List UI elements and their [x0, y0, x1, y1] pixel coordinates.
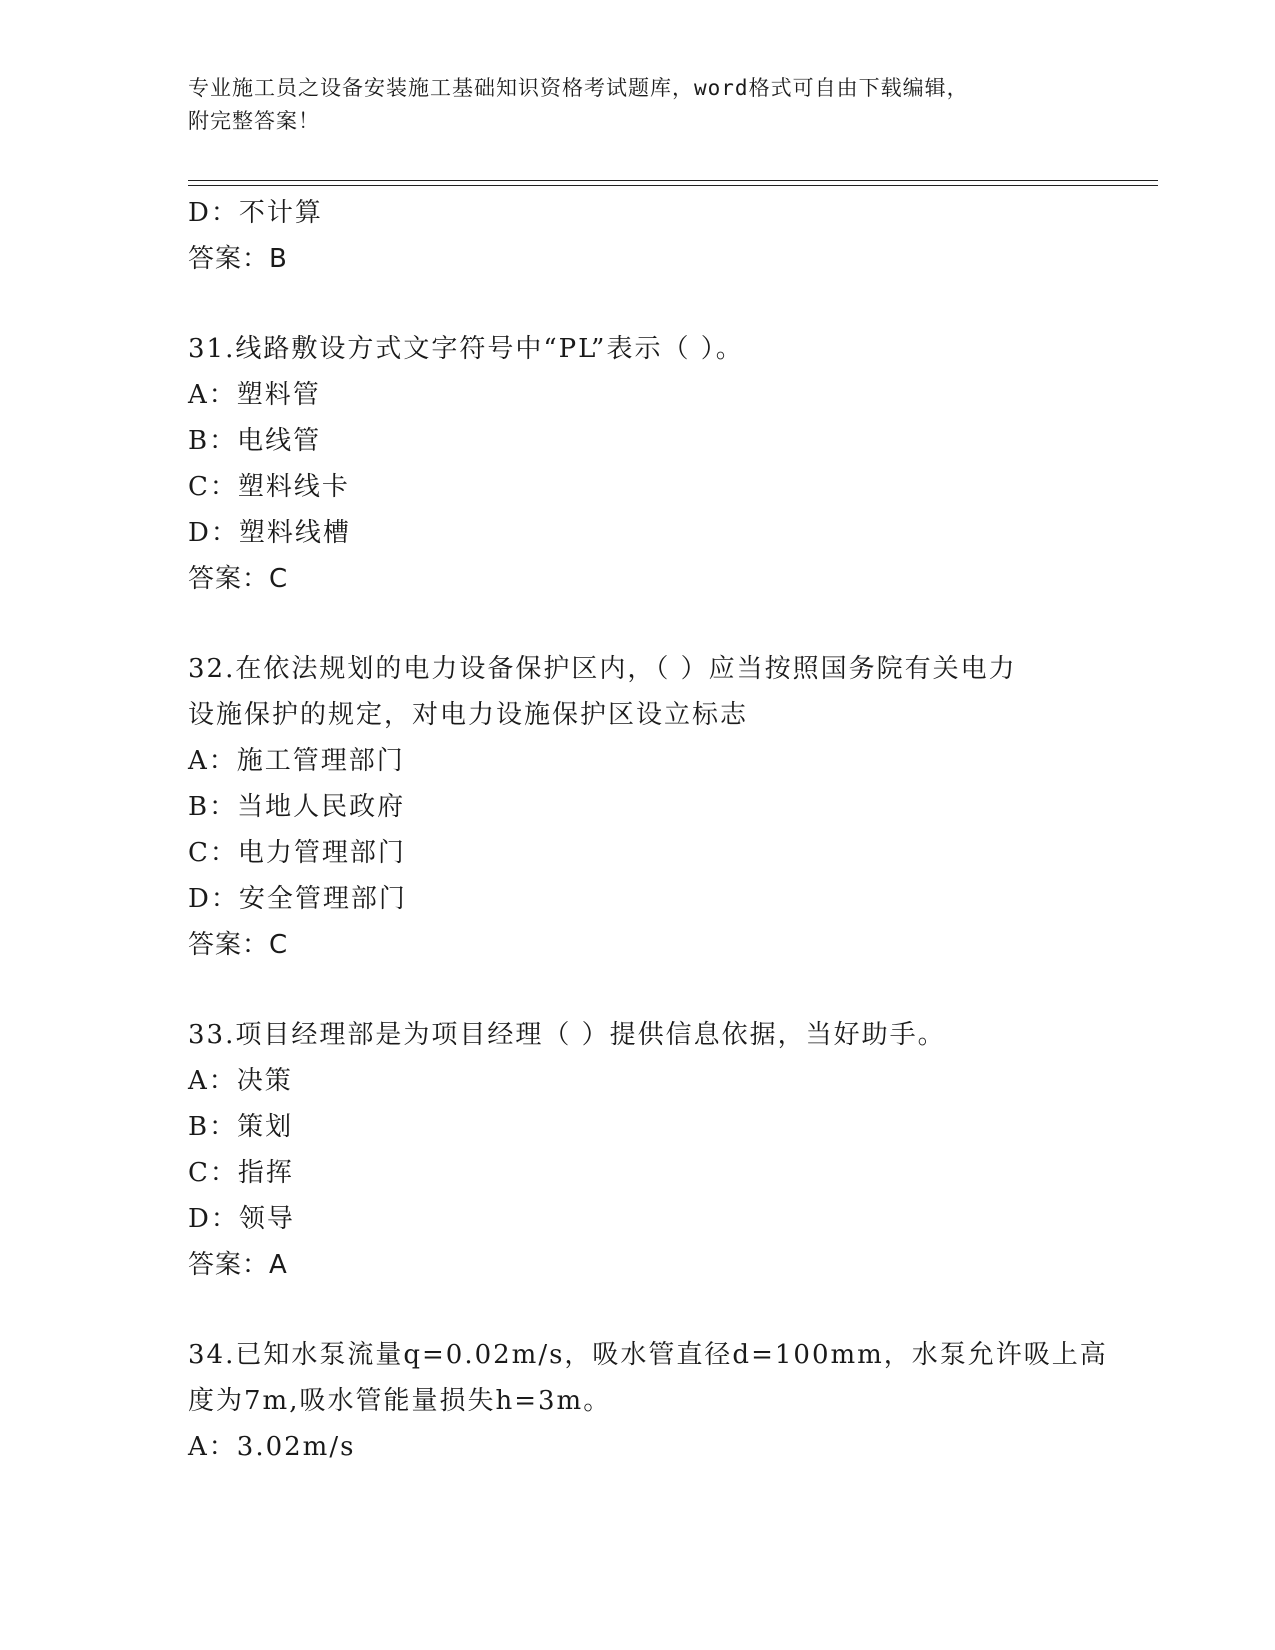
question-block-31 — [188, 326, 1088, 602]
question-block-32 — [188, 646, 1088, 968]
option-a: A：施工管理部门 — [188, 746, 405, 776]
option-c: C：指挥 — [188, 1158, 294, 1188]
answer-line: 答案：A — [188, 1250, 288, 1280]
option-a: A：决策 — [188, 1066, 293, 1096]
option-c: C：电力管理部门 — [188, 838, 406, 868]
answer-line: 答案：C — [188, 930, 289, 960]
option-d: D：领导 — [188, 1204, 295, 1234]
option-c: C：塑料线卡 — [188, 472, 350, 502]
option-d: D：安全管理部门 — [188, 884, 407, 914]
answer-line: 答案：C — [188, 564, 289, 594]
option-b: B：电线管 — [188, 426, 322, 456]
header-divider-bottom — [188, 185, 1158, 186]
page-header — [188, 72, 1088, 138]
header-line-1: 专业施工员之设备安装施工基础知识资格考试题库，word格式可自由下载编辑， — [188, 76, 969, 100]
header-line-2: 附完整答案！ — [188, 109, 320, 133]
question-stem: 33.项目经理部是为项目经理（ ）提供信息依据，当好助手。 — [188, 1020, 946, 1050]
question-stem-continued: 度为7m,吸水管能量损失h=3m。 — [188, 1386, 612, 1416]
option-a: A：塑料管 — [188, 380, 321, 410]
spacer — [188, 968, 1088, 1012]
option-a: A：3.02m/s — [188, 1432, 356, 1462]
answer-line: 答案：B — [188, 244, 288, 274]
question-block-33 — [188, 1012, 1088, 1288]
option-b: B：策划 — [188, 1112, 294, 1142]
document-body — [188, 190, 1108, 1470]
question-stem-continued: 设施保护的规定，对电力设施保护区设立标志 — [188, 700, 749, 730]
spacer — [188, 602, 1088, 646]
spacer — [188, 1288, 1088, 1332]
option-b: B：当地人民政府 — [188, 792, 406, 822]
header-divider-top — [188, 180, 1158, 181]
option-d: D：塑料线槽 — [188, 518, 351, 548]
option-d: D：不计算 — [188, 198, 323, 228]
question-stem: 34.已知水泵流量q=0.02m/s，吸水管直径d=100mm，水泵允许吸上高 — [188, 1340, 1108, 1370]
question-block-34 — [188, 1332, 1108, 1470]
spacer — [188, 282, 1088, 326]
question-stem: 32.在依法规划的电力设备保护区内，（ ）应当按照国务院有关电力 — [188, 654, 1017, 684]
question-stem: 31.线路敷设方式文字符号中“PL”表示（ ）。 — [188, 334, 744, 364]
